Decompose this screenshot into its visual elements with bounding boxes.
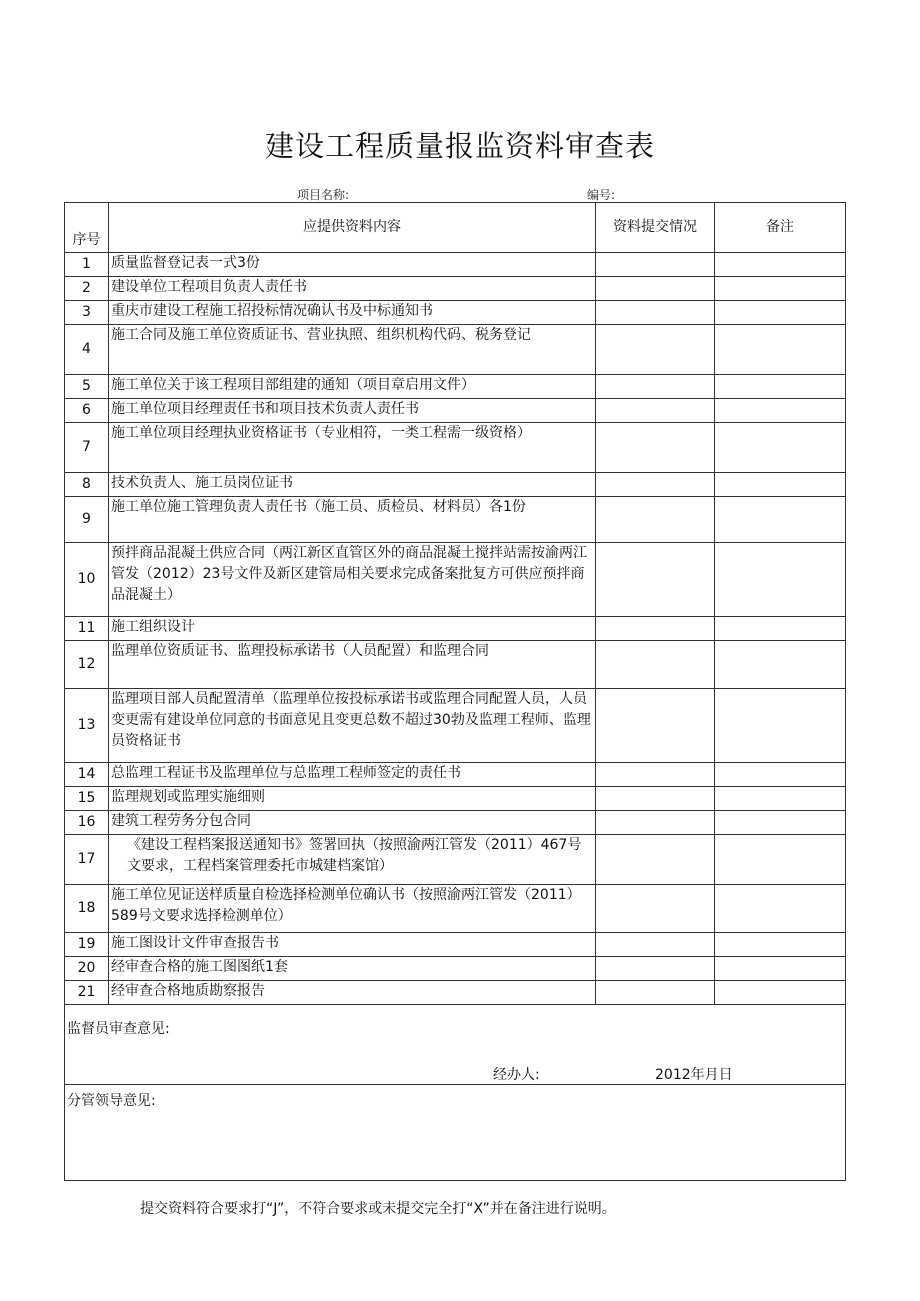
row-content: 施工单位项目经理责任书和项目技术负责人责任书 [109,399,596,423]
row-content: 施工单位项目经理执业资格证书（专业相符，一类工程需一级资格） [109,423,596,473]
row-number: 12 [65,641,109,689]
status-cell[interactable] [596,787,715,811]
supervisor-opinion-cell[interactable] [65,1005,846,1085]
leader-opinion-label: 分管领导意见: [67,1093,156,1109]
row-content: 经审查合格的施工图图纸1套 [109,957,596,981]
table-row [65,375,846,399]
status-cell[interactable] [596,497,715,543]
table-row [65,543,846,617]
table-row [65,957,846,981]
row-number: 4 [65,325,109,375]
remark-cell[interactable] [715,957,846,981]
status-cell[interactable] [596,543,715,617]
row-content: 施工合同及施工单位资质证书、营业执照、组织机构代码、税务登记 [109,325,596,375]
row-content: 建筑工程劳务分包合同 [109,811,596,835]
status-cell[interactable] [596,375,715,399]
status-cell[interactable] [596,423,715,473]
number-label: 编号: [587,188,616,202]
remark-cell[interactable] [715,981,846,1005]
row-content: 施工单位见证送样质量自检选择检测单位确认书（按照渝两江管发（2011）589号文要求选择检测单位） [109,885,596,933]
handler-label: 经办人: [493,1067,540,1083]
header-seq: 序号 [65,203,109,253]
table-row [65,473,846,497]
table-row [65,423,846,473]
supervisor-opinion-row [65,1005,846,1085]
row-content: 经审查合格地质勘察报告 [109,981,596,1005]
row-number: 3 [65,301,109,325]
status-cell[interactable] [596,301,715,325]
row-number: 11 [65,617,109,641]
row-content: 施工单位关于该工程项目部组建的通知（项目章启用文件） [109,375,596,399]
row-content: 建设单位工程项目负责人责任书 [109,277,596,301]
row-content: 重庆市建设工程施工招投标情况确认书及中标通知书 [109,301,596,325]
page-title: 建设工程质量报监资料审查表 [264,129,655,163]
remark-cell[interactable] [715,473,846,497]
row-number: 16 [65,811,109,835]
table-row [65,277,846,301]
row-number: 7 [65,423,109,473]
row-content: 监理单位资质证书、监理投标承诺书（人员配置）和监理合同 [109,641,596,689]
remark-cell[interactable] [715,399,846,423]
remark-cell[interactable] [715,933,846,957]
leader-opinion-cell[interactable] [65,1085,846,1181]
table-row [65,253,846,277]
header-remark: 备注 [715,203,846,253]
status-cell[interactable] [596,253,715,277]
status-cell[interactable] [596,277,715,301]
row-number: 21 [65,981,109,1005]
header-content: 应提供资料内容 [109,203,596,253]
row-number: 18 [65,885,109,933]
table-row [65,763,846,787]
remark-cell[interactable] [715,835,846,885]
row-number: 1 [65,253,109,277]
table-row [65,689,846,763]
status-cell[interactable] [596,957,715,981]
row-number: 19 [65,933,109,957]
date-label: 2012年月日 [655,1067,733,1083]
row-content: 监理规划或监理实施细则 [109,787,596,811]
row-content: 施工组织设计 [109,617,596,641]
status-cell[interactable] [596,325,715,375]
table-row [65,301,846,325]
row-number: 10 [65,543,109,617]
table-header-row [65,203,846,253]
status-cell[interactable] [596,763,715,787]
row-content: 质量监督登记表一式3份 [109,253,596,277]
status-cell[interactable] [596,933,715,957]
row-number: 5 [65,375,109,399]
table-row [65,617,846,641]
review-table [64,202,846,1181]
status-cell[interactable] [596,835,715,885]
status-cell[interactable] [596,399,715,423]
row-number: 2 [65,277,109,301]
row-number: 8 [65,473,109,497]
table-row [65,933,846,957]
status-cell[interactable] [596,473,715,497]
row-number: 14 [65,763,109,787]
table-row [65,787,846,811]
remark-cell[interactable] [715,787,846,811]
remark-cell[interactable] [715,301,846,325]
row-content: 预拌商品混凝土供应合同（两江新区直管区外的商品混凝土搅拌站需按渝两江管发（2012）23号文件及新区建管局相关要求完成备案批复方可供应预拌商品混凝土） [109,543,596,617]
row-number: 13 [65,689,109,763]
remark-cell[interactable] [715,543,846,617]
remark-cell[interactable] [715,811,846,835]
footnote: 提交资料符合要求打“J”，不符合要求或未提交完全打“X”并在备注进行说明。 [140,1201,616,1217]
row-number: 20 [65,957,109,981]
row-number: 15 [65,787,109,811]
remark-cell[interactable] [715,375,846,399]
remark-cell[interactable] [715,689,846,763]
remark-cell[interactable] [715,423,846,473]
row-content: 监理项目部人员配置清单（监理单位按投标承诺书或监理合同配置人员，人员变更需有建设单位同意的书面意见且变更总数不超过30勃及监理工程师、监理员资格证书 [109,689,596,763]
table-row [65,399,846,423]
status-cell[interactable] [596,689,715,763]
row-number: 6 [65,399,109,423]
supervisor-opinion-label: 监督员审查意见: [67,1021,170,1037]
table-row [65,497,846,543]
status-cell[interactable] [596,641,715,689]
remark-cell[interactable] [715,277,846,301]
remark-cell[interactable] [715,497,846,543]
header-status: 资料提交情况 [596,203,715,253]
table-row [65,885,846,933]
status-cell[interactable] [596,885,715,933]
row-number: 9 [65,497,109,543]
remark-cell[interactable] [715,641,846,689]
status-cell[interactable] [596,981,715,1005]
remark-cell[interactable] [715,253,846,277]
table-row [65,835,846,885]
row-content: 施工图设计文件审查报告书 [109,933,596,957]
table-row [65,641,846,689]
remark-cell[interactable] [715,763,846,787]
project-name-label: 项目名称: [297,188,350,202]
row-number: 17 [65,835,109,885]
row-content: 技术负责人、施工员岗位证书 [109,473,596,497]
table-row [65,981,846,1005]
status-cell[interactable] [596,617,715,641]
table-row [65,325,846,375]
table-row [65,811,846,835]
row-content: 施工单位施工管理负责人责任书（施工员、质检员、材料员）各1份 [109,497,596,543]
status-cell[interactable] [596,811,715,835]
remark-cell[interactable] [715,325,846,375]
remark-cell[interactable] [715,617,846,641]
row-content: 《建设工程档案报送通知书》签署回执（按照渝两江管发（2011）467号文要求，工程档案管理委托市城建档案馆） [109,835,596,885]
leader-opinion-row [65,1085,846,1181]
row-content: 总监理工程证书及监理单位与总监理工程师签定的责任书 [109,763,596,787]
remark-cell[interactable] [715,885,846,933]
